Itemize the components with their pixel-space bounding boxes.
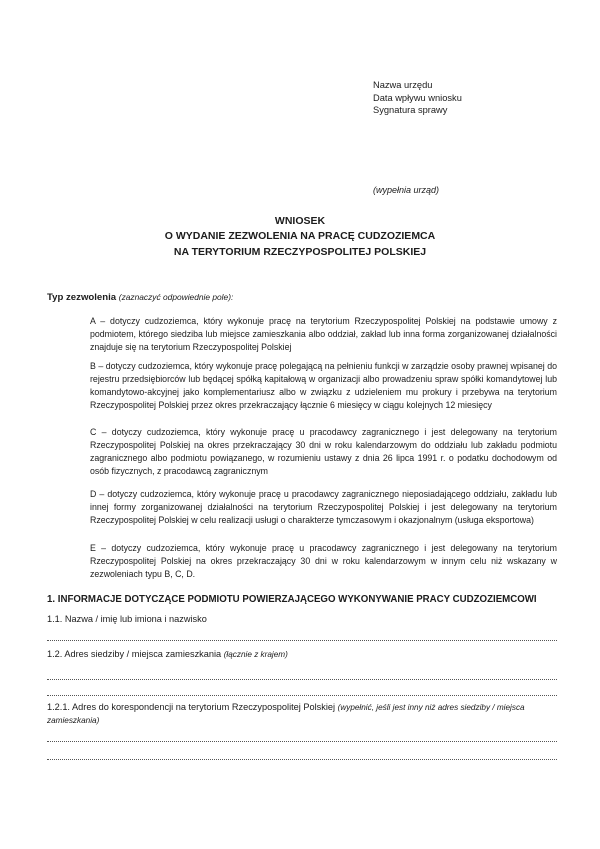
fill-in-line-1-2-1-a[interactable] — [47, 741, 557, 742]
fill-in-line-1-1[interactable] — [47, 640, 557, 641]
application-receipt-date-label: Data wpływu wniosku — [373, 92, 462, 103]
permit-type-row — [47, 292, 233, 303]
filled-by-office-note: (wypełnia urząd) — [373, 185, 440, 195]
field-1-2-note: (łącznie z krajem) — [223, 650, 288, 659]
field-1-2-1-row — [47, 701, 557, 727]
fill-in-line-1-2-b[interactable] — [47, 695, 557, 696]
field-1-2-1-label: 1.2.1. Adres do korespondencji na terytorium Rzeczypospolitej Polskiej — [47, 702, 336, 712]
section-1-heading: 1. INFORMACJE DOTYCZĄCE PODMIOTU POWIERZAJĄCEGO WYKONYWANIE PRACY CUDZOZIEMCOWI — [47, 594, 537, 605]
permit-option-c[interactable]: C – dotyczy cudzoziemca, który wykonuje pracę u pracodawcy zagranicznego i jest delegowany na terytorium Rzeczypospolitej Polskiej na okres przekraczający 30 dni w roku kalendarzowym do oddziału lub zakładu podmiotu zagranicznego albo podmiotu powiązanego, w rozumieniu ustawy z dnia 26 lipca 1991 r. o podatku dochodowym od osób fizycznych, z pracodawcą zagranicznym — [90, 427, 557, 476]
field-1-1-label: 1.1. Nazwa / imię lub imiona i nazwisko — [47, 614, 207, 624]
form-title-line-1: WNIOSEK — [274, 215, 326, 227]
form-title — [0, 214, 600, 260]
form-title-line-3: NA TERYTORIUM RZECZYPOSPOLITEJ POLSKIEJ — [173, 245, 427, 258]
field-1-2-label: 1.2. Adres siedziby / miejsca zamieszkania — [47, 649, 222, 659]
permit-option-e[interactable]: E – dotyczy cudzoziemca, który wykonuje pracę u pracodawcy zagranicznego i jest delegowany na terytorium Rzeczypospolitej Polskiej na okres przekraczający 30 dni w roku kalendarzowym w innym celu niż wskazany w zezwoleniach typu B, C, D. — [90, 543, 557, 579]
fill-in-line-1-2-1-b[interactable] — [47, 759, 557, 760]
office-header-block — [373, 79, 462, 117]
permit-type-instruction-note: (zaznaczyć odpowiednie pole): — [118, 292, 234, 302]
case-reference-label: Sygnatura sprawy — [373, 105, 448, 116]
permit-type-label: Typ zezwolenia — [47, 292, 117, 303]
permit-option-a[interactable]: A – dotyczy cudzoziemca, który wykonuje pracę na terytorium Rzeczypospolitej Polskiej na podstawie umowy z podmiotem, którego siedziba lub miejsce zamieszkania albo oddział, zakład lub inna forma zorganizowanej działalności znajduje się na terytorium Rzeczypospolitej Polskiej — [90, 316, 557, 352]
permit-option-d[interactable]: D – dotyczy cudzoziemca, który wykonuje pracę u pracodawcy zagranicznego nieposiadającego oddziału, zakładu lub innej formy zorganizowanej działalności na terytorium Rzeczypospolitej Polskiej i jest delegowany na terytorium Rzeczypospolitej Polskiej w celu realizacji usługi o charakterze tymczasowym i okazjonalnym (usługa eksportowa) — [90, 489, 557, 525]
office-name-label: Nazwa urzędu — [373, 80, 433, 90]
fill-in-line-1-2-a[interactable] — [47, 679, 557, 680]
form-title-line-2: O WYDANIE ZEZWOLENIA NA PRACĘ CUDZOZIEMCA — [164, 230, 436, 243]
permit-option-b[interactable]: B – dotyczy cudzoziemca, który wykonuje pracę polegającą na pełnieniu funkcji w zarządzie osoby prawnej wpisanej do rejestru przedsiębiorców lub będącej spółką kapitałową w organizacji albo prowadzeniu spraw spółki komandytowej lub komandytowo-akcyjnej jako komplementariusz albo w związku z udzieleniem mu prokury i przebywa na terytorium Rzeczypospolitej Polskiej przez okres przekraczający łącznie 6 miesięcy w ciągu kolejnych 12 miesięcy — [90, 361, 557, 410]
field-1-2-1-note: (wypełnić, jeśli jest inny niż adres siedziby / miejsca zamieszkania) — [47, 703, 525, 725]
field-1-2-row — [47, 648, 557, 661]
